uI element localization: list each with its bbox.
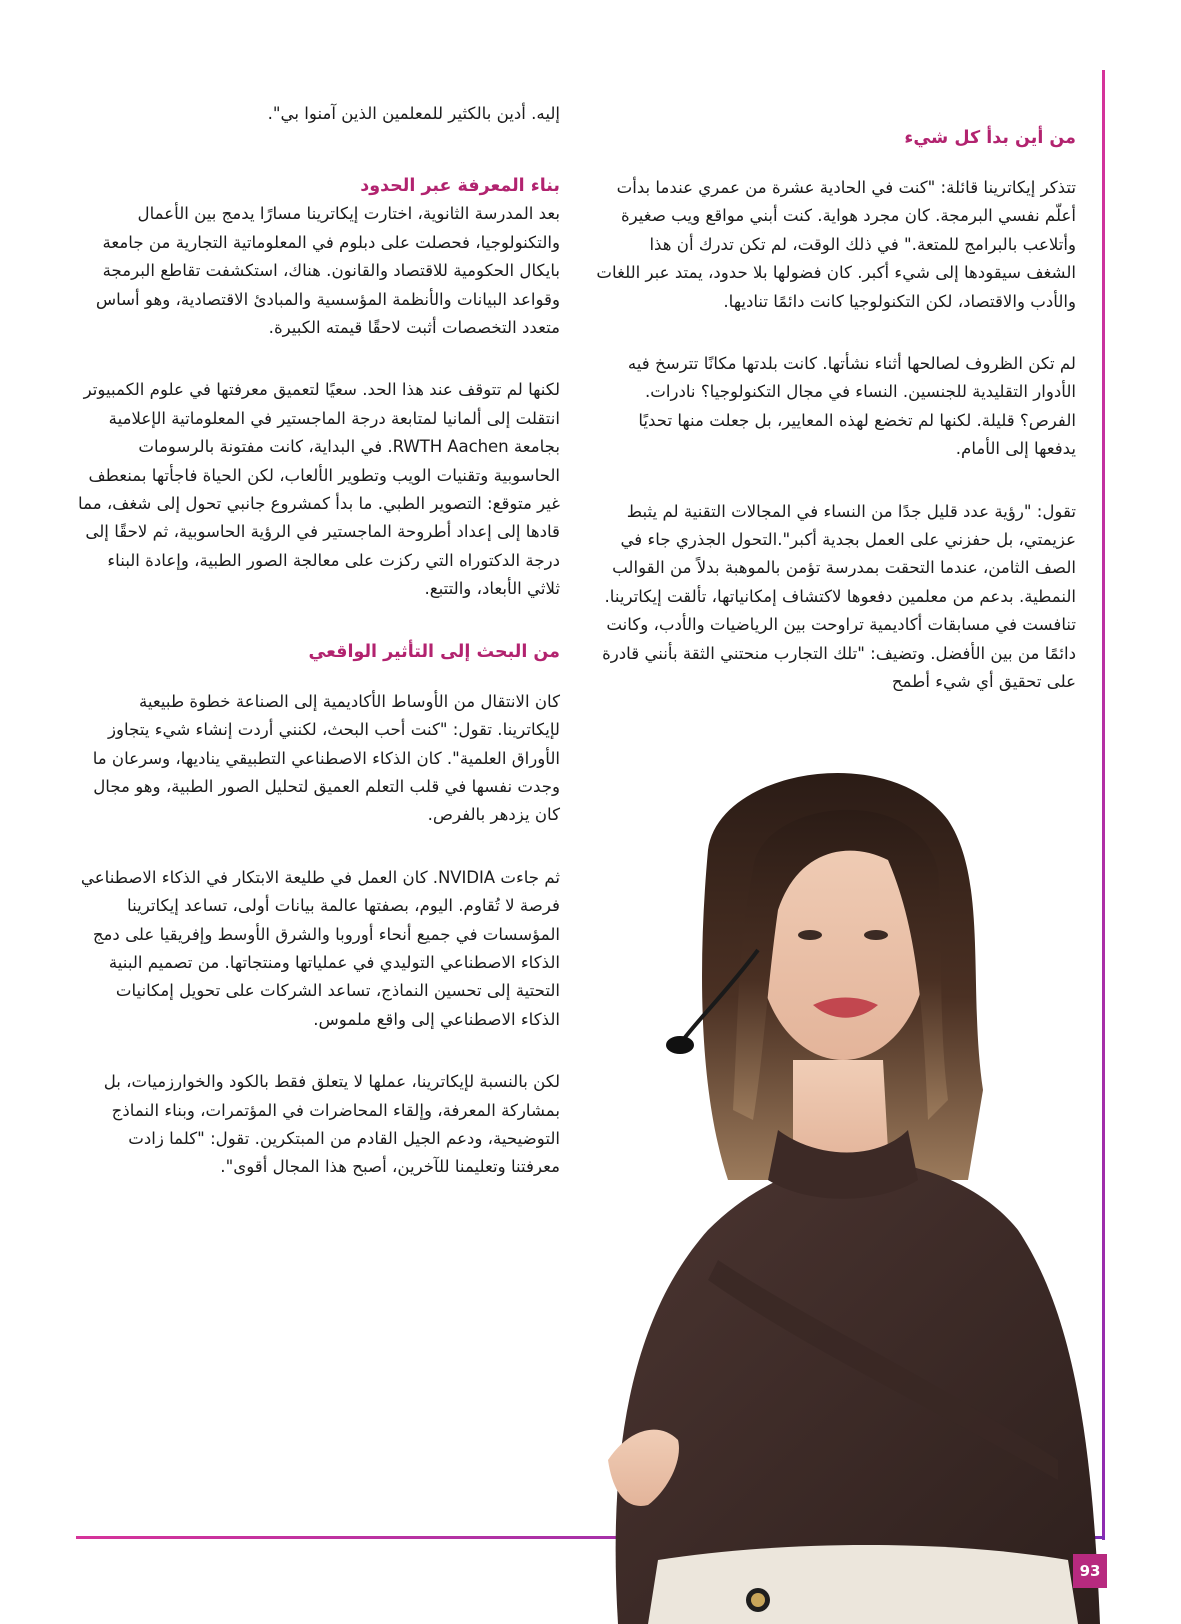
section-heading-knowledge: بناء المعرفة عبر الحدود — [360, 176, 560, 197]
paragraph: كان الانتقال من الأوساط الأكاديمية إلى الصناعة خطوة طبيعية لإيكاترينا. تقول: "كنت أحب البحث، لكنني أردت إنشاء شيء يتجاوز الأوراق العلمية". كان الذكاء الاصطناعي التطبيقي يناديها، وسرعان ما وجدت نفسها في قلب التعلم العميق لتحليل الصور الطبية، وهو مجال كان يزدهر بالفرص. — [92, 691, 560, 825]
right-column — [596, 124, 1076, 731]
paragraph: بعد المدرسة الثانوية، اختارت إيكاترينا مسارًا يدمج بين الأعمال والتكنولوجيا، فحصلت على دبلوم في المعلوماتية التجارية من جامعة بايكال الحكومية للاقتصاد والقانون. هناك، استكشفت تقاطع البرمجة وقواعد البيانات والأنظمة المؤسسية والمبادئ الاقتصادية، وهو أساس متعدد التخصصات أثبت لاحقًا قيمته الكبيرة. — [95, 204, 560, 338]
continuation-text: إليه. أدين بالكثير للمعلمين الذين آمنوا بي". — [267, 104, 560, 123]
section-heading-impact: من البحث إلى التأثير الواقعي — [308, 641, 560, 662]
paragraph: ثم جاءت NVIDIA. كان العمل في طليعة الابتكار في الذكاء الاصطناعي فرصة لا تُقاوم. اليوم، بصفتها عالمة بيانات أولى، تساعد إيكاترينا المؤسسات في جميع أنحاء أوروبا والشرق الأوسط وإفريقيا على دمج الذكاء الاصطناعي التوليدي في عملياتها ومنتجاتها. من تصميم البنية التحتية إلى تحسين النماذج، تساعد الشركات على تحويل إمكانيات الذكاء الاصطناعي إلى واقع ملموس. — [80, 867, 560, 1029]
paragraph: لكنها لم تتوقف عند هذا الحد. سعيًا لتعميق معرفتها في علوم الكمبيوتر انتقلت إلى ألمانيا لمتابعة درجة الماجستير في المعلوماتية الإعلامية بجامعة RWTH Aachen. في البداية، كانت مفتونة بالرسومات الحاسوبية وتقنيات الويب وتطوير الألعاب، لكن الحياة فاجأتها بمنعطف غير متوقع: التصوير الطبي. ما بدأ كمشروع جانبي تحول إلى شغف، مما قادها إلى إعداد أطروحة الماجستير في الرؤية الحاسوبية، ثم لاحقًا إلى درجة الدكتوراه التي ركزت على معالجة الصور الطبية، وإعادة البناء ثلاثي الأبعاد، والتتبع. — [78, 380, 560, 599]
paragraph: تقول: "رؤية عدد قليل جدًا من النساء في المجالات التقنية لم يثبط عزيمتي، بل حفزني على العمل بجدية أكبر".التحول الجذري جاء في الصف الثامن، عندما التحقت بمدرسة تؤمن بالموهبة بدلاً من القوالب النمطية. بدعم من معلمين دفعوها لاكتشاف إمكانياتها، تألقت إيكاترينا. تنافست في مسابقات أكاديمية تراوحت بين الرياضيات والأدب، وكانت دائمًا من بين الأفضل. وتضيف: "تلك التجارب منحتني الثقة بأنني قادرة على تحقيق أي شيء أطمح — [602, 501, 1076, 692]
portrait-illustration — [588, 760, 1100, 1624]
section-heading-origins: من أين بدأ كل شيء — [904, 128, 1076, 148]
paragraph: لكن بالنسبة لإيكاترينا، عملها لا يتعلق فقط بالكود والخوارزميات، بل بمشاركة المعرفة، وإلقاء المحاضرات في المؤتمرات، وبناء النماذج التوضيحية، ودعم الجيل القادم من المبتكرين. تقول: "كلما زادت معرفتنا وتعليمنا للآخرين، أصبح هذا المجال أقوى". — [103, 1072, 560, 1177]
page-number-badge: 93 — [1073, 1554, 1107, 1588]
paragraph: تتذكر إيكاترينا قائلة: "كنت في الحادية عشرة من عمري عندما بدأت أعلّم نفسي البرمجة. كان مجرد هواية. كنت أبني مواقع ويب صغيرة وأتلاعب بالبرامج للمتعة." في ذلك الوقت، لم تكن تدرك أن هذا الشغف سيقودها إلى شيء أكبر. كان فضولها بلا حدود، يمتد عبر اللغات والأدب والاقتصاد، لكن التكنولوجيا كانت دائمًا تناديها. — [596, 178, 1076, 311]
paragraph: لم تكن الظروف لصالحها أثناء نشأتها. كانت بلدتها مكانًا تترسخ فيه الأدوار التقليدية للجنسين. النساء في مجال التكنولوجيا؟ نادرات. الفرص؟ قليلة. لكنها لم تخضع لهذه المعايير، بل جعلت منها تحديًا يدفعها إلى الأمام. — [627, 354, 1076, 459]
speaker-portrait-photo — [588, 760, 1100, 1624]
left-column — [76, 100, 560, 1216]
frame-right-line — [1102, 70, 1105, 1540]
